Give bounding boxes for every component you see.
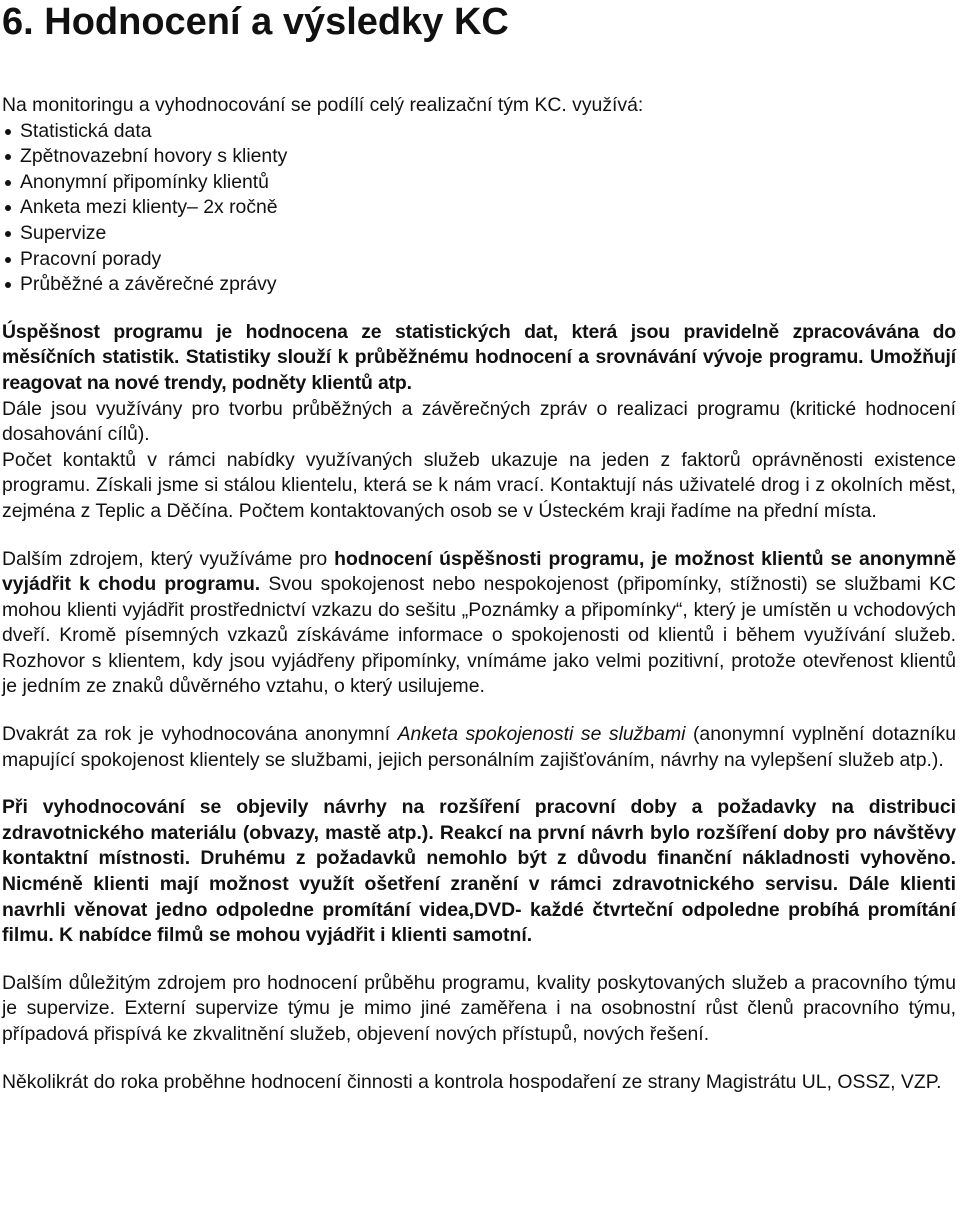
paragraph-inspection: Několikrát do roka proběhne hodnocení činnosti a kontrola hospodaření ze strany Magistrátu UL, OSSZ, VZP. [2, 1070, 942, 1093]
list-item: Průběžné a závěrečné zprávy [2, 272, 956, 298]
paragraph-contacts [2, 448, 956, 525]
monitoring-sources-list [2, 119, 956, 298]
list-item: Statistická data [2, 119, 956, 145]
page-title: 6. Hodnocení a výsledky KC [2, 1, 509, 43]
paragraph-survey [2, 722, 956, 773]
paragraph-reports [2, 397, 956, 448]
list-item: Anketa mezi klienty– 2x ročně [2, 195, 956, 221]
list-item: Anonymní připomínky klientů [2, 170, 956, 196]
list-item: Pracovní porady [2, 247, 956, 273]
paragraph-survey-italic: Anketa spokojenosti se službami [397, 723, 686, 746]
paragraph-statistics [2, 320, 956, 397]
paragraph-survey-post: (anonymní vyplnění dotazníku mapující spokojenost klientely se službami, jejich personálním zajišťováním, návrhy na vylepšení služeb atp.). [2, 723, 956, 771]
paragraph-statistics-bold: Úspěšnost programu je hodnocena ze statistických dat, která jsou pravidelně zpracovávána do měsíčních statistik. Statistiky slouží k průběžnému hodnocení a srovnávání vývoje programu. Umožňují reagovat na nové trendy, podněty klientů atp. [2, 320, 956, 394]
paragraph-supervision: Dalším důležitým zdrojem pro hodnocení průběhu programu, kvality poskytovaných služeb a pracovního týmu je supervize. Externí supervize týmu je mimo jiné zaměřena i na osobnostní růst členů pracovního týmu, případová přispívá ke zkvalitnění služeb, objevení nových přístupů, nových řešení. [2, 971, 956, 1045]
paragraph-feedback [2, 547, 956, 701]
paragraph-reports-text: Dále jsou využívány pro tvorbu průběžných a závěrečných zpráv o realizaci programu (kritické hodnocení dosahování cílů). [2, 397, 956, 446]
paragraph-feedback-pre: Dalším zdrojem, který využíváme pro [2, 547, 335, 570]
list-item: Zpětnovazební hovory s klienty [2, 144, 956, 170]
intro-paragraph: Na monitoringu a vyhodnocování se podílí celý realizační tým KC. využívá: [2, 94, 644, 116]
paragraph-feedback-post: Svou spokojenost nebo nespokojenost (připomínky, stížnosti) se službami KC mohou klienti vyjádřit prostřednictví vzkazu do sešitu „Poznámky a připomínky“, který je umístěn u vchodových dveří. Kromě písemných vzkazů získáváme informace o spokojenosti od klientů i během využívání služeb. Rozhovor s klientem, kdy jsou vyjádřeny připomínky, vnímáme jako velmi pozitivní, protože otevřenost klientů je jedním ze znaků důvěrného vztahu, o který usilujeme. [2, 573, 957, 698]
paragraph-survey-pre: Dvakrát za rok je vyhodnocována anonymní [2, 723, 398, 746]
paragraph-contacts-text: Počet kontaktů v rámci nabídky využívaných služeb ukazuje na jeden z faktorů oprávněnosti existence programu. Získali jsme si stálou klientelu, která se k nám vrací. Kontaktují nás uživatelé drog i z okolních měst, zejména z Teplic a Děčína. Počtem kontaktovaných osob se v Ústeckém kraji řadíme na přední místa. [2, 448, 956, 522]
document-body [2, 93, 956, 1095]
list-item: Supervize [2, 221, 956, 247]
paragraph-proposals: Při vyhodnocování se objevily návrhy na rozšíření pracovní doby a požadavky na distribuci zdravotnického materiálu (obvazy, mastě atp.). Reakcí na první návrh bylo rozšíření doby pro návštěvy kontaktní místnosti. Druhému z požadavků nemohlo být z důvodu finanční nákladnosti vyhověno. Nicméně klienti mají možnost využít ošetření zranění v rámci zdravotnického servisu. Dále klienti navrhli věnovat jedno odpoledne promítání videa,DVD- každé čtvrteční odpoledne probíhá promítání filmu. K nabídce filmů se mohou vyjádřit i klienti samotní. [2, 796, 956, 947]
paragraph-feedback-bold: hodnocení úspěšnosti programu, je možnost klientů se anonymně vyjádřit k chodu programu. [2, 547, 957, 596]
